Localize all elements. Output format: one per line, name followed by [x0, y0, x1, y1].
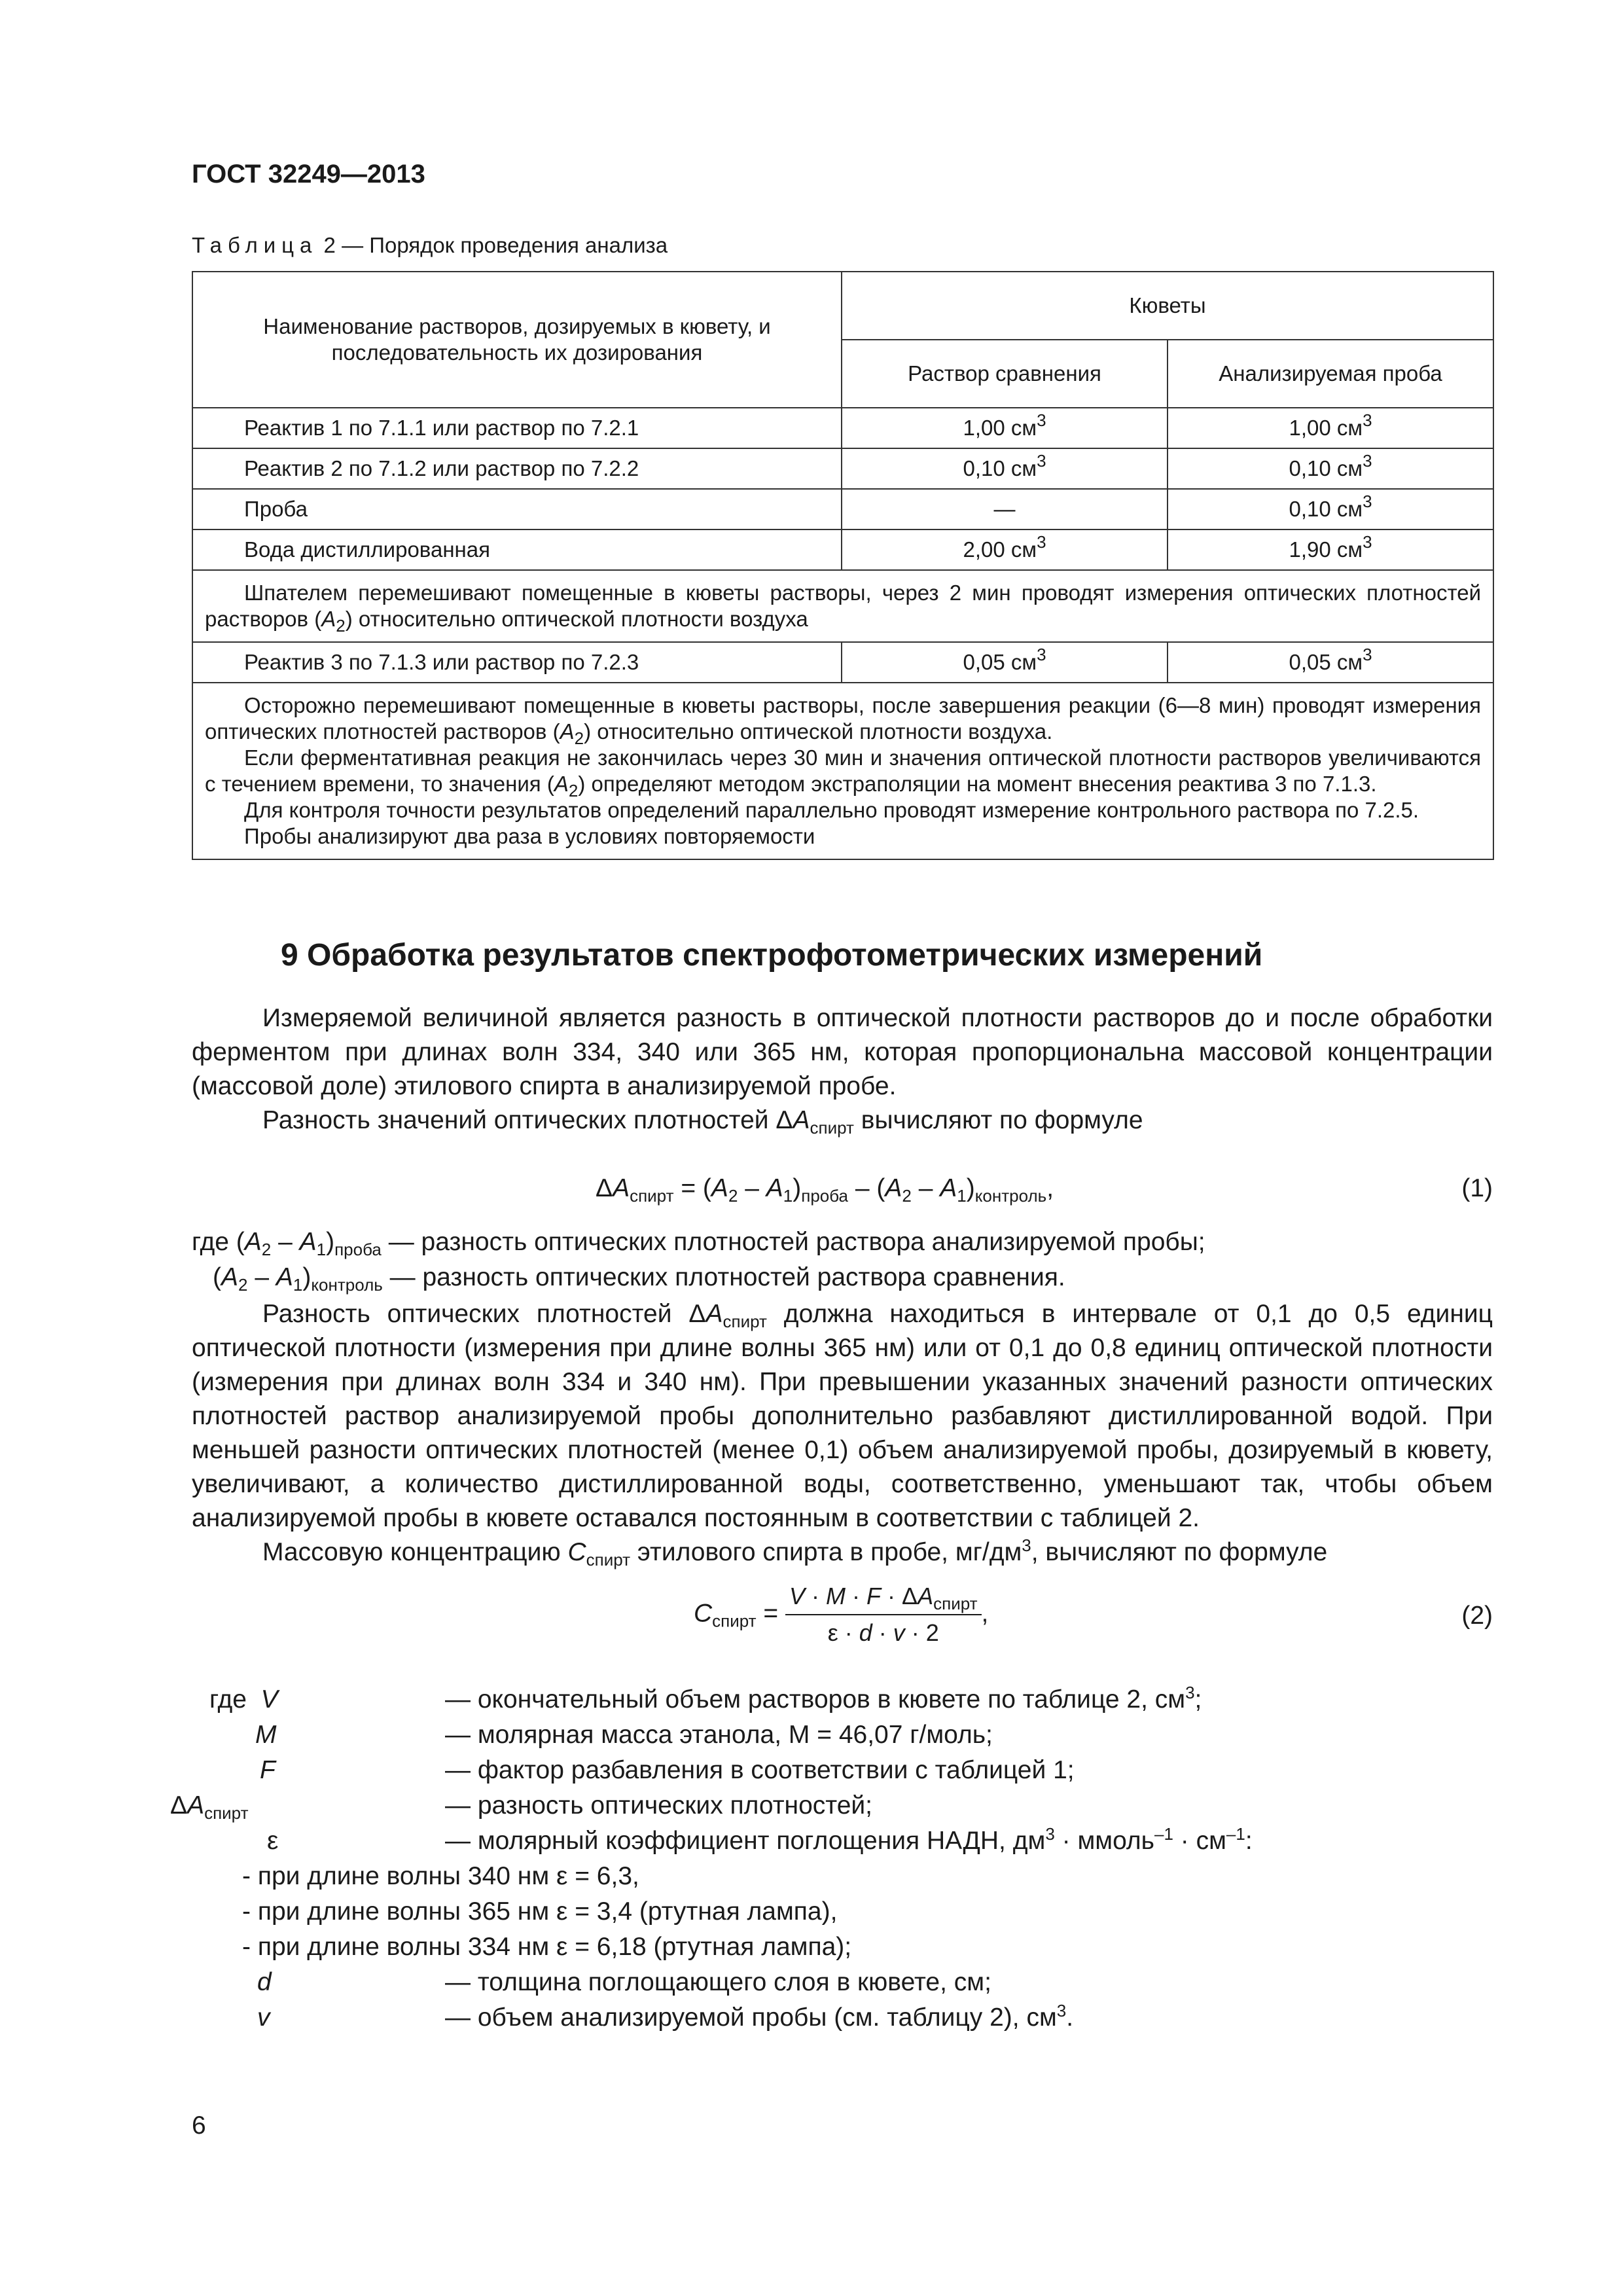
def-M: M — молярная масса этанола, М = 46,07 г/моль; [255, 1721, 993, 1749]
where-2-line: $(A_2 - A_1)_{контроль}$ — разность оптических плотностей раствора сравнения. [213, 1263, 1065, 1295]
table-note-row: Шпателем перемешивают помещенные в кюветы растворы, через 2 мин проводят измерения оптических плотностей растворов $(A_2)$ относительно оптической плотности воздуха [192, 570, 1493, 642]
where-1-line: где $(A_2 - A_1)_{проба}$ — разность оптических плотностей раствора анализируемой пробы; [192, 1228, 1205, 1259]
variable-definitions [170, 1682, 1479, 2036]
table-caption: Таблица 2 — Порядок проведения анализа [192, 233, 668, 257]
page-number: 6 [192, 2111, 206, 2140]
paragraph-1: Измеряемой величиной является разность в оптической плотности растворов до и после обработки ферментом при длинах волн 334, 340 или 365 нм, которая пропорциональна массовой концентрации (массовой доле) этилового спирта в анализируемой пробе. Разность значений оптических плотностей $\Delta A_{спирт}$ вычисляют по формуле [192, 1004, 1493, 1138]
table-row: Проба — 0,10 $см^3$ [192, 489, 1493, 529]
paragraph-3: Разность оптических плотностей $\Delta A_{спирт}$ должна находиться в интервале от 0,1 до 0,5 единиц оптической плотности (измерения при длине волны 365 нм) или от 0,1 до 0,8 единиц оптической плотности (измерения при длинах волн 334 и 340 нм). При превышении указанных значений разности оптических плотностей раствор анализируемой пробы дополнительно разбавляют дистиллированной водой. При меньшей разности оптических плотностей (менее 0,1) объем анализируемой пробы, дозируемый в кювету, увеличивают, а количество дистиллированной воды, соответственно, уменьшают так, чтобы объем анализируемой пробы в кювете оставался постоянным в соответствии с таблицей 2. Массовую концентрацию $C_{спирт}$ этилового спирта в пробе, $мг/дм^3$, вычисляют по формуле [192, 1300, 1493, 1570]
formula-1-number: (1) [1461, 1174, 1493, 1202]
section-title: 9 Обработка результатов спектрофотометрических измерений [281, 938, 1263, 973]
document-header: ГОСТ 32249—2013 [192, 160, 425, 188]
def-dA: $\Delta A_{спирт}$ — разность оптических плотностей; [170, 1791, 873, 1823]
table-row: Реактив 3 по 7.1.3 или раствор по 7.2.3 0,05 $см^3$ 0,05 $см^3$ [192, 642, 1493, 683]
table-row: Вода дистиллированная 2,00 $см^3$ 1,90 $см^3$ [192, 529, 1493, 570]
table-note-row: Осторожно перемешивают помещенные в кюветы растворы, после завершения реакции (6—8 мин) проводят измерения оптических плотностей растворов $(A_2)$ относительно оптической плотности воздуха. Если ферментативная реакция не закончилась через 30 мин и значения оптической плотности растворов увеличиваются с течением времени, то значения $(A_2)$ определяют методом экстраполяции на момент внесения реактива 3 по 7.1.3. Для контроля точности результатов определений параллельно проводят измерение контрольного раствора по 7.2.5. Пробы анализируют два раза в условиях повторяемости [192, 683, 1493, 859]
def-eps-334: - при длине волны 334 нм ε = 6,18 (ртутная лампа); [242, 1933, 852, 1961]
formula-2: $C_{спирт}$ = $\frac{V \cdot M \cdot F \cdot \Delta A_{спирт}}{\varepsilon \cdot d \cdot v \cdot 2}$ , [694, 1583, 989, 1646]
def-eps-365: - при длине волны 365 нм ε = 3,4 (ртутная лампа), [242, 1897, 838, 1926]
formula-1: $\Delta A_{спирт} = (A_2 - A_1)_{проба} - (A_2 - A_1)_{контроль}$, [596, 1174, 1054, 1206]
table-head-ref: Раствор сравнения [842, 340, 1168, 408]
table-head-sample: Анализируемая проба [1168, 340, 1493, 408]
table-row: Реактив 2 по 7.1.2 или раствор по 7.2.2 0,10 $см^3$ 0,10 $см^3$ [192, 448, 1493, 489]
table-row: Реактив 1 по 7.1.1 или раствор по 7.2.1 1,00 $см^3$ 1,00 $см^3$ [192, 408, 1493, 448]
table-head-cuvettes: Кюветы [842, 272, 1493, 340]
def-d: d — толщина поглощающего слоя в кювете, см; [257, 1968, 991, 1996]
def-eps: ε — молярный коэффициент поглощения НАДН, $дм^3$ · ммоль$^{-1}$ · $см^{-1}$: [267, 1824, 1253, 1855]
table-head-name: Наименование растворов, дозируемых в кювету, и последовательность их дозирования [192, 272, 842, 408]
analysis-procedure-table [192, 271, 1494, 860]
def-eps-340: - при длине волны 340 нм ε = 6,3, [242, 1862, 639, 1890]
def-v: v — объем анализируемой пробы (см. таблицу 2), $см^3$. [257, 2001, 1074, 2032]
formula-2-number: (2) [1461, 1602, 1493, 1630]
def-F: F — фактор разбавления в соответствии с таблицей 1; [260, 1756, 1075, 1784]
def-V: где V — окончательный объем растворов в кювете по таблице 2, $см^3$; [209, 1683, 1202, 1713]
